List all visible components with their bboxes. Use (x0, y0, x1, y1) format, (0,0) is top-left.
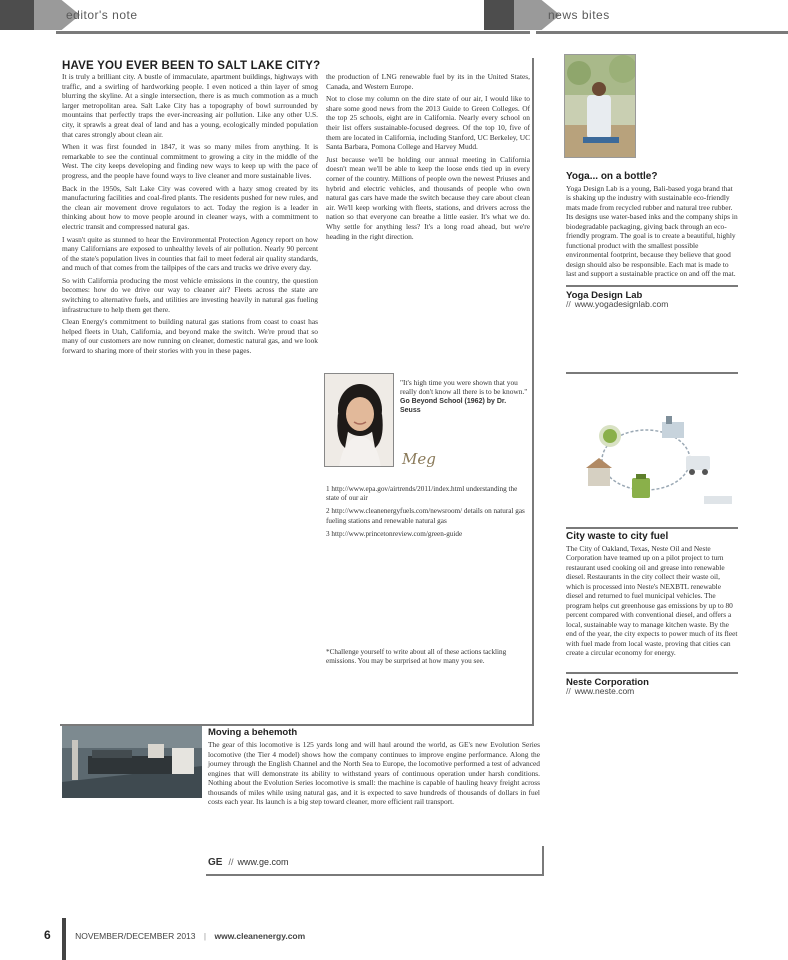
section-divider (566, 372, 738, 374)
article-title: City waste to city fuel (566, 531, 669, 542)
section-header-right (484, 0, 788, 32)
pull-quote (400, 378, 528, 416)
quote-text: "It's high time you were shown that you really don't know all there is to be known." (400, 378, 528, 397)
paragraph: Yoga Design Lab is a young, Bali-based yoga brand that is shaking up the industry with sustainable eco-friendly mats made from recycled rubber and natural tree rubber. Its designs use water-based inks and the company ships in biodegradable packaging, giving back through an eco-friendly program. The goal is to create a beautiful, highly functional product with the smallest possible environmental footprint, because they believe that good design should also be responsible. Each mat is made to last and support a sustainable practice on and off the mat. (566, 183, 738, 278)
company-url: www.neste.com (574, 686, 635, 696)
article-title: Moving a behemoth (208, 727, 298, 738)
company-link[interactable] (566, 687, 738, 697)
company-link[interactable] (566, 300, 738, 310)
company-name: Neste Corporation (566, 672, 738, 688)
paragraph: Clean Energy's commitment to building natural gas stations from coast to coast has helped fleets in Utah, California, and beyond make the switch. We're proud that so many of our customers are now running on cleaner, domestic natural gas, and we look forward to sharing more of their stories with you in these pages. (62, 317, 318, 356)
paragraph: The gear of this locomotive is 125 yards long and will haul around the world, as GE's new Evolution Series locomotive (the Tier 4 model) shows how the company continues to improve engine performance. Along the journey through the English Channel and the North Sea to Europe, the locomotive performed a test of advanced engines that will demonstrate its ability to withstand years of continuous operation under harsh conditions. Nothing about the Evolution Series locomotive is small: the machine is capable of hauling heavy freight across thousands of miles while using natural gas, and it is expected to save hundreds of thousands of dollars in fuel costs each year. Its launch is a big step toward cleaner, more efficient rail transport. (208, 740, 540, 806)
paragraph: the production of LNG renewable fuel by its in the United States, Canada, and Western Europe. (326, 72, 530, 91)
endnote: 2 http://www.cleanenergyfuels.com/newsroom/ details on natural gas fueling stations and renewable natural gas (326, 507, 525, 525)
footer-url[interactable]: www.cleanenergy.com (214, 931, 306, 941)
article-title: Yoga... on a bottle? (566, 171, 658, 182)
paragraph: Back in the 1950s, Salt Lake City was covered with a hazy smog created by its manufacturing facilities and coal-fired plants. The residents pushed for new rules, and the clean air movement drove regulators to act. Today the region is a leader in thinking about how to move people around in cleaner ways, with a commitment to electric transit and compressed natural gas. (62, 183, 318, 231)
paragraph: Just because we'll be holding our annual meeting in California doesn't mean we'll be able to keep the loose ends tied up in every corner of the country. Millions of people own the newest Priuses and hybrid and electric vehicles, and thousands of people who own natural gas cars have made the switch because they care about clean air. We'll keep working with fleets, stations, and drivers across the nation so that everyone can breathe a little easier. It's what we do. Why settle for anything less? It's a long road ahead, but we're heading in the right direction. (326, 154, 530, 241)
company-url: www.ge.com (237, 857, 289, 867)
double-slash-icon: // (228, 857, 234, 867)
footnote: *Challenge yourself to write about all of these actions tackling emissions. You may be surprised at how many you see. (326, 648, 507, 666)
paragraph: Not to close my column on the dire state of our air, I would like to share some good news from the 2013 Guide to Green Colleges. Of the top 25 schools, eight are in California. Nearly every school on their list offers sustainable-focused degrees. Of the top 10, five of them are located in California, including Stanford, UC Berkeley, UC Santa Barbara, Pomona College and Harvey Mudd. (326, 94, 530, 152)
company-url: www.yogadesignlab.com (574, 299, 669, 309)
paragraph: When it was first founded in 1847, it was so many miles from anything. It is remarkable to see the continual commitment to growing a city in the middle of the West. The city keeps developing and finding new ways to keep up with the pace of progress, and the people have found ways to live cleaner and more sustainable lives. (62, 142, 318, 180)
double-slash-icon: // (566, 299, 571, 309)
section-header-left (0, 0, 530, 32)
ge-article-body (208, 740, 540, 810)
editor-portrait-photo (324, 373, 394, 467)
editor-signature: Meg (402, 450, 436, 468)
yoga-image (565, 55, 636, 158)
section-divider (566, 527, 738, 529)
page-number: 6 (44, 928, 51, 942)
paragraph: So with California producing the most vehicle emissions in the country, the question becomes: how do we drive our way to cleaner air? Fleets across the state are switching to alternative fuels, and utilities are investing heavily in natural gas fueling infrastructure to help them get there. (62, 275, 318, 314)
footer-separator: | (203, 931, 207, 941)
endnote: 3 http://www.princetonreview.com/green-guide (326, 529, 463, 538)
city-waste-article (566, 532, 738, 697)
quote-source: Go Beyond School (1962) by Dr. Seuss (400, 397, 507, 415)
yoga-article (566, 172, 738, 310)
section-label: news bites (548, 8, 610, 22)
page-footer (44, 928, 305, 942)
company-name: GE (208, 857, 223, 868)
portrait-image (325, 374, 394, 467)
endnote: 1 http://www.epa.gov/airtrends/2011/index.html understanding the state of our air (326, 485, 518, 503)
paragraph: It is truly a brilliant city. A bustle of immaculate, apartment buildings, highways with traffic, and a swirling of hardworking people. I even noticed a thin layer of smog blurring the skyline. At a single intersection, there is as much commotion as a much larger metropolitan area. Salt Lake City has a topography of bowl surrounded by mountains that perfectly traps the ever-increasing air pollution. Like any other U.S. city, it sprawls a great deal of land and has a young, ecologically minded population that cares strongly about clean air. (62, 72, 318, 139)
waste-cycle-graphic (566, 408, 736, 516)
locomotive-image (62, 726, 202, 798)
company-link[interactable] (208, 857, 289, 868)
paragraph: The City of Oakland, Texas, Neste Oil and Neste Corporation have teamed up on a pilot project to turn restaurant used cooking oil and grease into renewable diesel. Restaurants in the city collect their waste oil, which is processed into Neste's NEXBTL renewable diesel and returned to fuel municipal vehicles. The program helps cut greenhouse gas emissions by up to 80 percent compared with conventional diesel, and offers a local, sustainable way to manage kitchen waste. By the end of the year, the city expects to power much of its fleet with fuel made from local waste, proving that cities can create a circular economy for energy. (566, 543, 738, 657)
locomotive-photo (62, 726, 202, 798)
header-rule (536, 31, 788, 34)
article-title: HAVE YOU EVER BEEN TO SALT LAKE CITY? (62, 60, 321, 72)
company-name: Yoga Design Lab (566, 285, 738, 301)
paragraph: I wasn't quite as stunned to hear the Environmental Protection Agency report on how many Californians are exposed to unhealthy levels of air pollution. Nearly 90 percent of the state's population lives in counties that fail to meet federal air quality standards, and much of that comes from the tailpipes of the cars and trucks we drive every day. (62, 234, 318, 273)
editor-column-right (326, 72, 530, 244)
endnotes (326, 485, 530, 543)
issue-date: NOVEMBER/DECEMBER 2013 (75, 931, 196, 941)
editor-column-left (62, 60, 321, 359)
double-slash-icon: // (566, 686, 571, 696)
section-label: editor's note (66, 8, 138, 22)
yoga-photo (564, 54, 636, 158)
header-rule (56, 31, 530, 34)
